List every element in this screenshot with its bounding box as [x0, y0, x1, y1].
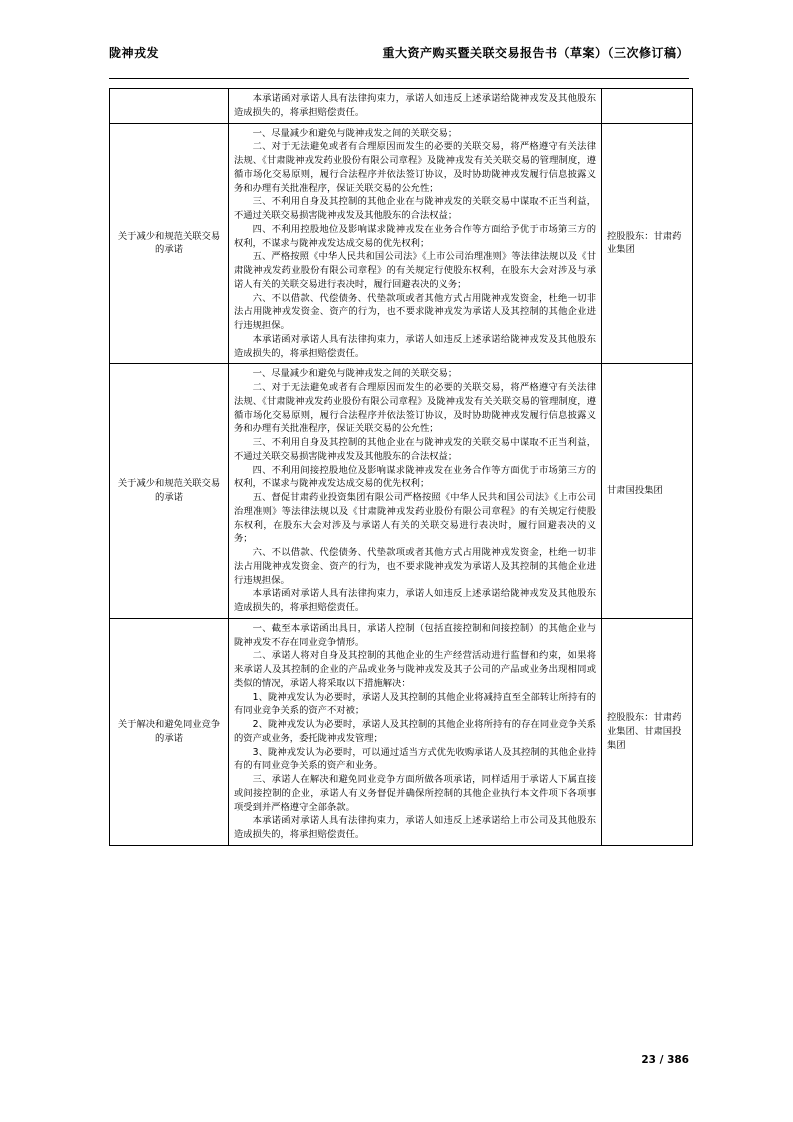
body-paragraph: 本承诺函对承诺人具有法律拘束力，承诺人如违反上述承诺给陇神戎发及其他股东造成损失的，将承担赔偿责任。	[234, 588, 596, 613]
body-paragraph: 六、不以借款、代偿债务、代垫款项或者其他方式占用陇神戎发资金，杜绝一切非法占用陇神戎发资金、资产的行为，也不要求陇神戎发为承诺人及其控制的其他企业进行违规担保。	[234, 547, 596, 586]
page-header	[109, 44, 689, 61]
row-title-cell	[110, 89, 229, 124]
table-row	[110, 123, 693, 364]
body-paragraph: 一、尽量减少和避免与陇神戎发之间的关联交易；	[252, 368, 458, 380]
body-paragraph: 本承诺函对承诺人具有法律拘束力，承诺人如违反上述承诺给陇神戎发及其他股东造成损失的，将承担赔偿责任。	[234, 333, 596, 359]
body-paragraph: 四、不利用间接控股地位及影响谋求陇神戎发在业务合作等方面优于市场第三方的权利，不谋求与陇神戎发达成交易的优先权利；	[234, 464, 596, 490]
body-paragraph: 三、承诺人在解决和避免同业竞争方面所做各项承诺，同样适用于承诺人下属直接或间接控制的企业，承诺人有义务督促并确保所控制的其他企业执行本文件项下各项事项受到并严格遵守全部条款。	[234, 774, 596, 813]
row-party-cell: 控股股东：甘肃药业集团	[602, 123, 693, 364]
body-paragraph: 一、截至本承诺函出具日，承诺人控制（包括直接控制和间接控制）的其他企业与陇神戎发不存在同业竞争情形。	[234, 622, 596, 648]
row-party-cell	[602, 89, 693, 124]
body-paragraph: 二、对于无法避免或者有合理原因而发生的必要的关联交易，将严格遵守有关法律法规、《甘肃陇神戎发药业股份有限公司章程》及陇神戎发有关关联交易的管理制度，遵循市场化交易原则，履行合法程序并依法签订协议，及时协助陇神戎发履行信息披露义务和办理有关批准程序，保证关联交易的公允性；	[234, 382, 596, 435]
body-paragraph: 3、陇神戎发认为必要时，可以通过适当方式优先收购承诺人及其控制的其他企业持有的有同业竞争关系的资产和业务。	[234, 746, 596, 772]
body-paragraph: 一、尽量减少和避免与陇神戎发之间的关联交易；	[252, 127, 458, 139]
row-party-cell: 甘肃国投集团	[602, 364, 693, 619]
page-footer	[109, 1054, 689, 1066]
body-paragraph: 二、对于无法避免或者有合理原因而发生的必要的关联交易，将严格遵守有关法律法规、《甘肃陇神戎发药业股份有限公司章程》及陇神戎发有关关联交易的管理制度，遵循市场化交易原则，履行合法程序并依法签订协议，及时协助陇神戎发履行信息披露义务和办理有关批准程序，保证关联交易的公允性；	[234, 141, 596, 194]
header-document-title: 重大资产购买暨关联交易报告书（草案）（三次修订稿）	[382, 46, 689, 60]
table-row	[110, 364, 693, 619]
commitments-table	[109, 88, 693, 846]
body-paragraph: 四、不利用控股地位及影响谋求陇神戎发在业务合作等方面给予优于市场第三方的权利，不谋求与陇神戎发达成交易的优先权利；	[234, 223, 596, 249]
body-paragraph: 本承诺函对承诺人具有法律拘束力，承诺人如违反上述承诺给上市公司及其他股东造成损失的，将承担赔偿责任。	[234, 815, 596, 840]
header-divider	[109, 78, 689, 79]
row-body-cell	[229, 123, 602, 364]
body-paragraph: 本承诺函对承诺人具有法律拘束力，承诺人如违反上述承诺给陇神戎发及其他股东造成损失的，将承担赔偿责任。	[234, 93, 596, 118]
header-company-name: 陇神戎发	[109, 46, 160, 60]
page-number: 23 / 386	[641, 1054, 689, 1066]
row-body-cell	[229, 618, 602, 845]
table-row	[110, 618, 693, 845]
row-title-cell: 关于减少和规范关联交易的承诺	[110, 364, 229, 619]
body-paragraph: 1、陇神戎发认为必要时，承诺人及其控制的其他企业将减持直至全部转让所持有的有同业竞争关系的资产不对被；	[234, 691, 596, 717]
body-paragraph: 二、承诺人将对自身及其控制的其他企业的生产经营活动进行监督和约束，如果将来承诺人及其控制的企业的产品或业务与陇神戎发及其子公司的产品或业务出现相同或类似的情况，承诺人将采取以下措施解决：	[234, 650, 596, 689]
row-title-cell: 关于解决和避免同业竞争的承诺	[110, 618, 229, 845]
commitments-table-wrapper	[109, 88, 689, 846]
body-paragraph: 三、不利用自身及其控制的其他企业在与陇神戎发的关联交易中谋取不正当利益，不通过关联交易损害陇神戎发及其他股东的合法权益；	[234, 196, 596, 221]
body-paragraph: 2、陇神戎发认为必要时，承诺人及其控制的其他企业将所持有的存在同业竞争关系的资产或业务，委托陇神戎发管理；	[234, 719, 596, 744]
row-body-cell	[229, 89, 602, 124]
row-body-cell	[229, 364, 602, 619]
page-content-area	[72, 0, 721, 1122]
table-row	[110, 89, 693, 124]
body-paragraph: 五、严格按照《中华人民共和国公司法》《上市公司治理准则》等法律法规以及《甘肃陇神戎发药业股份有限公司章程》的有关规定行使股东权利，在股东大会对涉及与承诺人有关的关联交易进行表决时，履行回避表决的义务；	[234, 251, 596, 290]
row-title-cell: 关于减少和规范关联交易的承诺	[110, 123, 229, 364]
row-party-cell: 控股股东：甘肃药业集团、甘肃国投集团	[602, 618, 693, 845]
body-paragraph: 六、不以借款、代偿债务、代垫款项或者其他方式占用陇神戎发资金，杜绝一切非法占用陇神戎发资金、资产的行为，也不要求陇神戎发为承诺人及其控制的其他企业进行违规担保。	[234, 292, 596, 331]
body-paragraph: 五、督促甘肃药业投资集团有限公司严格按照《中华人民共和国公司法》《上市公司治理准则》等法律法规以及《甘肃陇神戎发药业股份有限公司章程》的有关规定行使股东权利，在股东大会对涉及与承诺人有关的关联交易进行表决时，履行回避表决的义务；	[234, 492, 596, 545]
body-paragraph: 三、不利用自身及其控制的其他企业在与陇神戎发的关联交易中谋取不正当利益，不通过关联交易损害陇神戎发及其他股东的合法权益；	[234, 437, 596, 462]
